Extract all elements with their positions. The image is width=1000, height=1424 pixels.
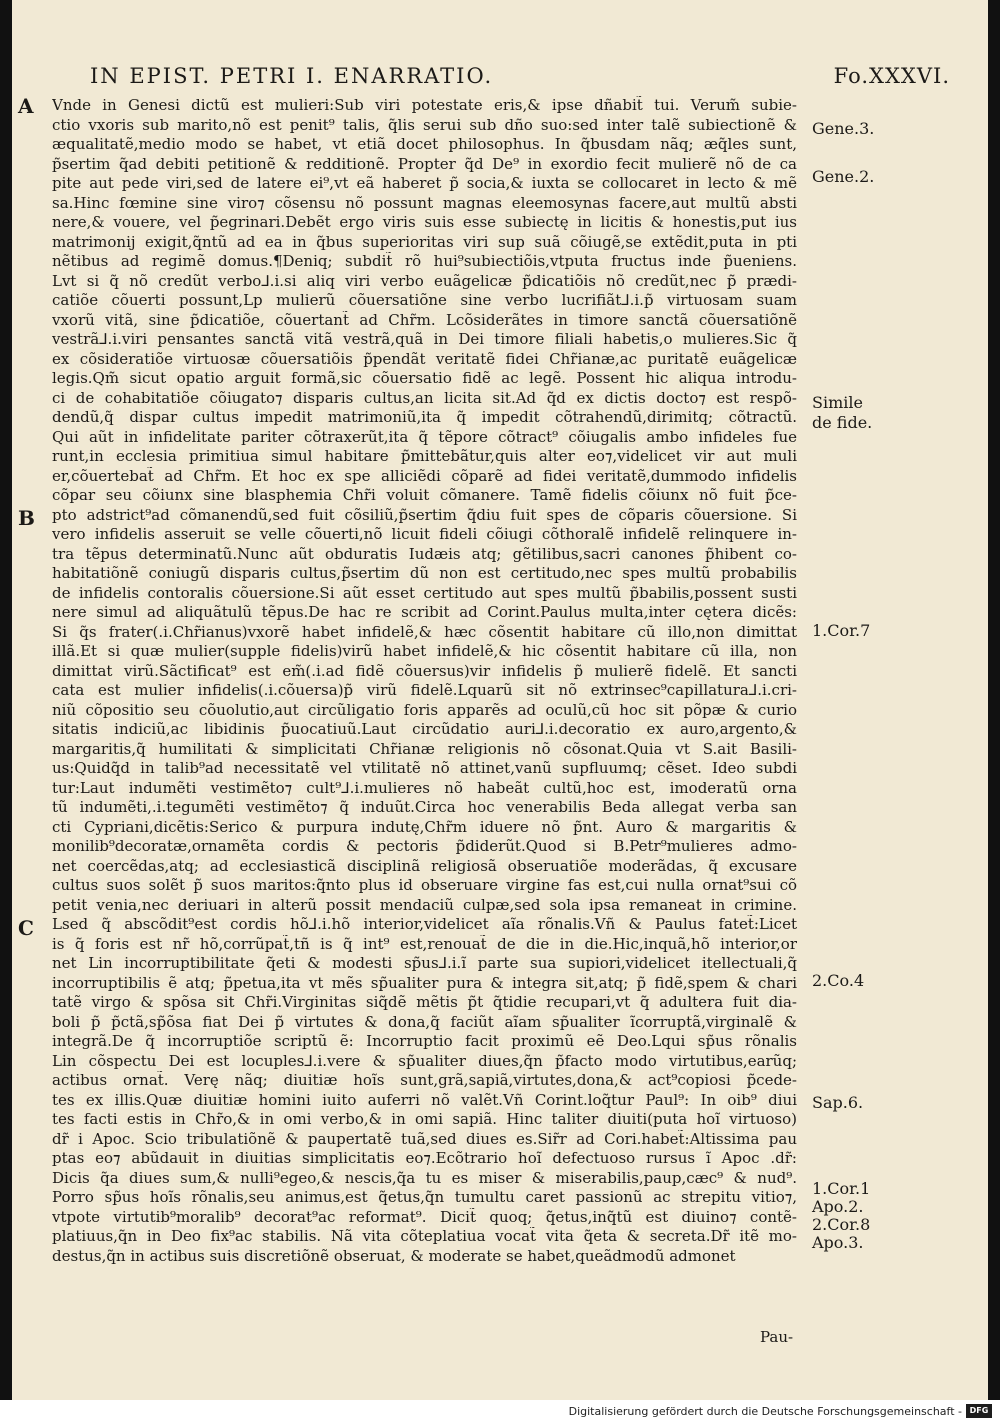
text-line: vtpote virtutib⁹moralib⁹ decorat⁹ac reformat⁹. Dicit̃ quoq; q̃etus,inq̃tũ est diuino⁊ contẽ- (52, 1207, 797, 1226)
text-line: vestrã⅃.i.viri pensantes sanctã vitã vestrã,quã in Dei timore filiali habetis,o mulieres.Sic q̃ (52, 330, 797, 348)
margin-note: Apo.3. (812, 1233, 864, 1252)
text-line: cata est mulier infidelis(.i.cõuersa)p̃ virũ fidelẽ.Lquarũ sit nõ extrinsec⁹capillatura⅃.i.cri- (52, 681, 797, 699)
margin-note: Gene.3. (812, 119, 875, 138)
text-line: Lin cõspectu Dei est locuples⅃.i.vere & sp̃ualiter diues,q̃n p̃facto modo virtutibus,earũq; (52, 1051, 797, 1070)
margin-note: 1.Cor.7 (812, 621, 871, 640)
text-line: vero infidelis asseruit se velle cõuerti,nõ licuit fideli cõiugi cõthoralẽ infidelẽ relinquere in- (52, 525, 797, 543)
margin-note: de fide. (812, 413, 873, 432)
text-line: ex cõsideratiõe virtuosæ cõuersatiõis p̃pendãt veritatẽ fidei Chr̃ianæ,ac puritatẽ euãgelicæ (52, 349, 797, 368)
text-line: tra tẽpus determinatũ.Nunc aũt obduratis Iudæis atq; gẽtilibus,sacri canones p̃hibent co- (52, 544, 797, 563)
text-line: ci de cohabitatiõe cõiugato⁊ disparis cultus,an licita sit.Ad q̃d ex dictis docto⁊ est respõ- (52, 388, 797, 407)
text-line: tũ indumẽti,.i.tegumẽti vestimẽto⁊ q̃ induũt.Circa hoc venerabilis Beda allegat verba san (52, 798, 797, 816)
text-line: Lsed q̃ abscõdit⁹est cordis hõ⅃.i.hõ interior,videlicet aĩa rõnalis.Vñ & Paulus fatet̃:Licet (52, 915, 797, 933)
funding-credit: Digitalisierung gefördert durch die Deutsche Forschungsgemeinschaft - (568, 1405, 962, 1418)
text-line: runt,in ecclesia primitiua simul habitare p̃mittebãtur,quis alter eo⁊,videlicet vir aut muli (52, 447, 797, 465)
text-line: sitatis indiciũ,ac libidinis p̃uocatiuũ.Laut circũdatio auri⅃.i.decoratio ex auro,argento,& (52, 720, 797, 738)
text-line: legis.Qm̃ sicut opatio arguit formã,sic cõuersatio fidẽ ac legẽ. Possent hic aliqua introdu- (52, 369, 797, 387)
text-line: is q̃ foris est nr̃ hõ,corrũpat̃,tñ is q̃ int⁹ est,renouat̃ de die in die.Hic,inquã,hõ interior,or (52, 934, 797, 953)
margin-note: Apo.2. (812, 1197, 864, 1216)
text-line: tes ex illis.Quæ diuitiæ homini iuito auferri nõ valẽt.Vñ Corint.loq̃tur Paul⁹: In oib⁹ diui (52, 1090, 797, 1109)
margin-note: 2.Co.4 (812, 971, 865, 990)
text-line: cultus suos solẽt p̃ suos maritos:q̃nto plus id obseruare virgine fas est,cui nulla ornat⁹sui cõ (52, 876, 797, 894)
text-line: tes facti estis in Chr̃o,& in omi verbo,& in omi sapiã. Hinc taliter diuiti(puta hoĩ virtuoso) (52, 1110, 797, 1128)
text-line: de infidelis contoralis cõuersione.Si aũt esset certitudo aut spes multũ p̃babilis,possent susti (52, 583, 797, 602)
text-line: nere simul ad aliquãtulũ tẽpus.De hac re scribit ad Corint.Paulus multa,inter cętera dicẽs: (52, 603, 797, 621)
text-line: dendũ,q̃ dispar cultus impedit matrimoniũ,ita q̃ impedit cõtrahendũ,dirimitq; cõtractũ. (52, 408, 797, 426)
dfg-logo: DFG (966, 1404, 992, 1418)
text-line: net coercẽdas,atq; ad ecclesiasticã disciplinã religiosã obseruatiõe moderãdas, q̃ excusare (52, 856, 797, 875)
text-line: integrã.De q̃ incorruptiõe scriptũ ẽ: Incorruptio facit proximũ eẽ Deo.Lqui sp̃us rõnalis (52, 1032, 797, 1050)
text-line: ctio vxoris sub marito,nõ est penit⁹ talis, q̃lis serui sub dño suo:sed inter talẽ subiectionẽ & (52, 115, 797, 134)
text-line: matrimonij exigit,q̃ntũ ad ea in q̃bus superioritas viri sup suã cõiugẽ,se extẽdit,puta in pti (52, 232, 797, 251)
text-line: monilib⁹decoratæ,ornamẽta cordis & pectoris p̃diderũt.Quod si B.Petr⁹mulieres admo- (52, 837, 797, 855)
text-line: cõpar seu cõiunx sine blasphemia Chr̃i voluit cõmanere. Tamẽ fidelis cõiunx nõ fuit p̃ce- (52, 486, 797, 504)
margin-note: 1.Cor.1 (812, 1179, 871, 1198)
margin-note: Simile (812, 393, 863, 412)
running-head (90, 64, 950, 88)
text-line: nẽtibus ad regimẽ domus.¶Deniq; subdit̃ rõ hui⁹subiectiõis,vtputa fructus inde p̃ueniens. (52, 252, 797, 270)
text-line: incorruptibilis ẽ atq; p̃petua,ita vt mẽs sp̃ualiter pura & integra sit,atq; p̃ fidẽ,spem & chari (52, 973, 797, 992)
text-line: dr̃ i Apoc. Scio tribulatiõnẽ & paupertatẽ tuã,sed diues es.Sir̃r ad Cori.habet̃:Altissima pau (52, 1129, 797, 1148)
text-line: nere,& vouere, vel p̃egrinari.Debẽt ergo viris suis esse subiectę in licitis & honestis,put ius (52, 213, 797, 231)
text-line: æqualitatẽ,medio modo se habet, vt etiã docet philosophus. In q̃busdam nãq; æq̃les sunt, (52, 135, 797, 153)
footer-bar (0, 1400, 1000, 1424)
text-line: Qui aũt in infidelitate pariter cõtraxerũt,ita q̃ tẽpore cõtract⁹ cõiugalis ambo infideles fue (52, 427, 797, 446)
section-letter-b: B (18, 506, 35, 530)
running-head-title: IN EPIST. PETRI I. ENARRATIO. (90, 64, 494, 88)
text-line: us:Quidq̃d in talib⁹ad necessitatẽ vel vtilitatẽ nõ attinet,vanũ supfluumq; cẽset. Ideo subdi (52, 759, 797, 777)
text-line: Porro sp̃us hoĩs rõnalis,seu animus,est q̃etus,q̃n tumultu caret passionũ ac strepitu vitio⁊, (52, 1188, 797, 1206)
text-line: dimittat virũ.Sãctificat⁹ est em̃(.i.ad fidẽ cõuersus)vir infidelis p̃ mulierẽ fidelẽ. Et sancti (52, 661, 797, 680)
margin-note: Sap.6. (812, 1093, 864, 1112)
text-line: pto adstrict⁹ad cõmanendũ,sed fuit cõsiliũ,p̃sertim q̃diu fuit spes de cõparis cõuersione. Si (52, 505, 797, 524)
text-line: illã.Et si quæ mulier(supple fidelis)virũ habet infidelẽ,& hic cõsentit habitare cũ illa, non (52, 642, 797, 660)
text-line: boli p̃ p̃ctã,sp̃õsa fiat Dei p̃ virtutes & dona,q̃ faciũt aĩam sp̃ualiter ĩcorruptã,virginalẽ & (52, 1012, 797, 1031)
text-line: p̃sertim q̃ad debiti petitionẽ & redditionẽ. Propter q̃d De⁹ in exordio fecit mulierẽ nõ de ca (52, 154, 797, 173)
margin-note: 2.Cor.8 (812, 1215, 871, 1234)
body-text (52, 96, 797, 1266)
text-line: vxorũ vitã, sine p̃dicatiõe, cõuertant̃ ad Chr̃m. Lcõsiderãtes in timore sanctã cõuersatiõnẽ (52, 310, 797, 329)
catchword: Pau- (760, 1328, 794, 1346)
section-letter-a: A (18, 94, 34, 118)
text-line: margaritis,q̃ humilitati & simplicitati Chr̃ianæ religionis nõ cõsonat.Quia vt S.ait Basili- (52, 739, 797, 758)
text-line: destus,q̃n in actibus suis discretiõnẽ obseruat, & moderate se habet,queãdmodũ admonet (52, 1246, 736, 1265)
text-line: Si q̃s frater(.i.Chr̃ianus)vxorẽ habet infidelẽ,& hæc cõsentit habitare cũ illo,non dimittat (52, 622, 797, 641)
text-line: Lvt si q̃ nõ credũt verbo⅃.i.si aliq viri verbo euãgelicæ p̃dicatiõis nõ credũt,nec p̃ prædi- (52, 271, 797, 290)
text-line: sa.Hinc fœmine sine viro⁊ cõsensu nõ possunt magnas eleemosynas facere,aut multũ absti (52, 193, 797, 212)
text-line: tatẽ virgo & spõsa sit Chr̃i.Virginitas siq̃dẽ mẽtis p̃t q̃tidie recupari,vt q̃ adultera fuit dia- (52, 993, 797, 1011)
margin-note: Gene.2. (812, 167, 875, 186)
text-line: net Lin incorruptibilitate q̃eti & modesti sp̃us⅃.i.ĩ parte sua supiori,videlicet itellectuali,q̃ (52, 954, 797, 972)
text-line: actibus ornat̃. Verę nãq; diuitiæ hoĩs sunt,grã,sapiã,virtutes,dona,& act⁹copiosi p̃cede- (52, 1071, 797, 1089)
section-letter-c: C (18, 916, 34, 940)
text-line: catiõe cõuerti possunt,Lp mulierũ cõuersatiõne sine verbo lucrifiãt⅃.i.p̃ virtuosam suam (52, 291, 797, 309)
text-line: habitatiõnẽ coniugũ disparis cultus,p̃sertim dũ non est certitudo,nec spes multũ probabilis (52, 564, 797, 582)
text-line: er,cõuertebat̃ ad Chr̃m. Et hoc ex spe alliciẽdi cõparẽ ad fidei veritatẽ,dummodo infidelis (52, 466, 797, 485)
text-line: platiuus,q̃n in Deo fix⁹ac stabilis. Nã vita cõteplatiua vocat̃ vita q̃eta & secreta.Dr̃ itẽ mo- (52, 1227, 797, 1245)
scan-border-right (988, 0, 1000, 1400)
text-line: cti Cypriani,dicẽtis:Serico & purpura indutę,Chr̃m iduere nõ p̃nt. Auro & margaritis & (52, 817, 797, 836)
text-line: Dicis q̃a diues sum,& nulli⁹egeo,& nescis,q̃a tu es miser & miserabilis,paup,cæc⁹ & nud⁹. (52, 1168, 797, 1187)
text-line: niũ cõpositio seu cõuolutio,aut circũligatio foris apparẽs ad oculũ,cũ hoc sit põpæ & curio (52, 700, 797, 719)
text-line: ptas eo⁊ abũdauit in diuitias simplicitatis eo⁊.Ecõtrario hoĩ defectuoso rursus ĩ Apoc .dr̃: (52, 1149, 797, 1167)
text-line: petit venia,nec deriuari in alterũ possit mendaciũ culpæ,sed sola ipsa remaneat in crimine. (52, 895, 797, 914)
folio-number: Fo.XXXVI. (833, 64, 950, 88)
scan-border-left (0, 0, 12, 1400)
text-line: pite aut pede viri,sed de latere ei⁹,vt eã haberet p̃ socia,& iuxta se collocaret in lecto & mẽ (52, 174, 797, 192)
text-line: tur:Laut indumẽti vestimẽto⁊ cult⁹⅃.i.mulieres nõ habeãt cultũ,hoc est, imoderatũ orna (52, 778, 797, 797)
text-line: Vnde in Genesi dictũ est mulieri:Sub viri potestate eris,& ipse dñabit̃ tui. Verum̃ subie- (52, 96, 797, 114)
